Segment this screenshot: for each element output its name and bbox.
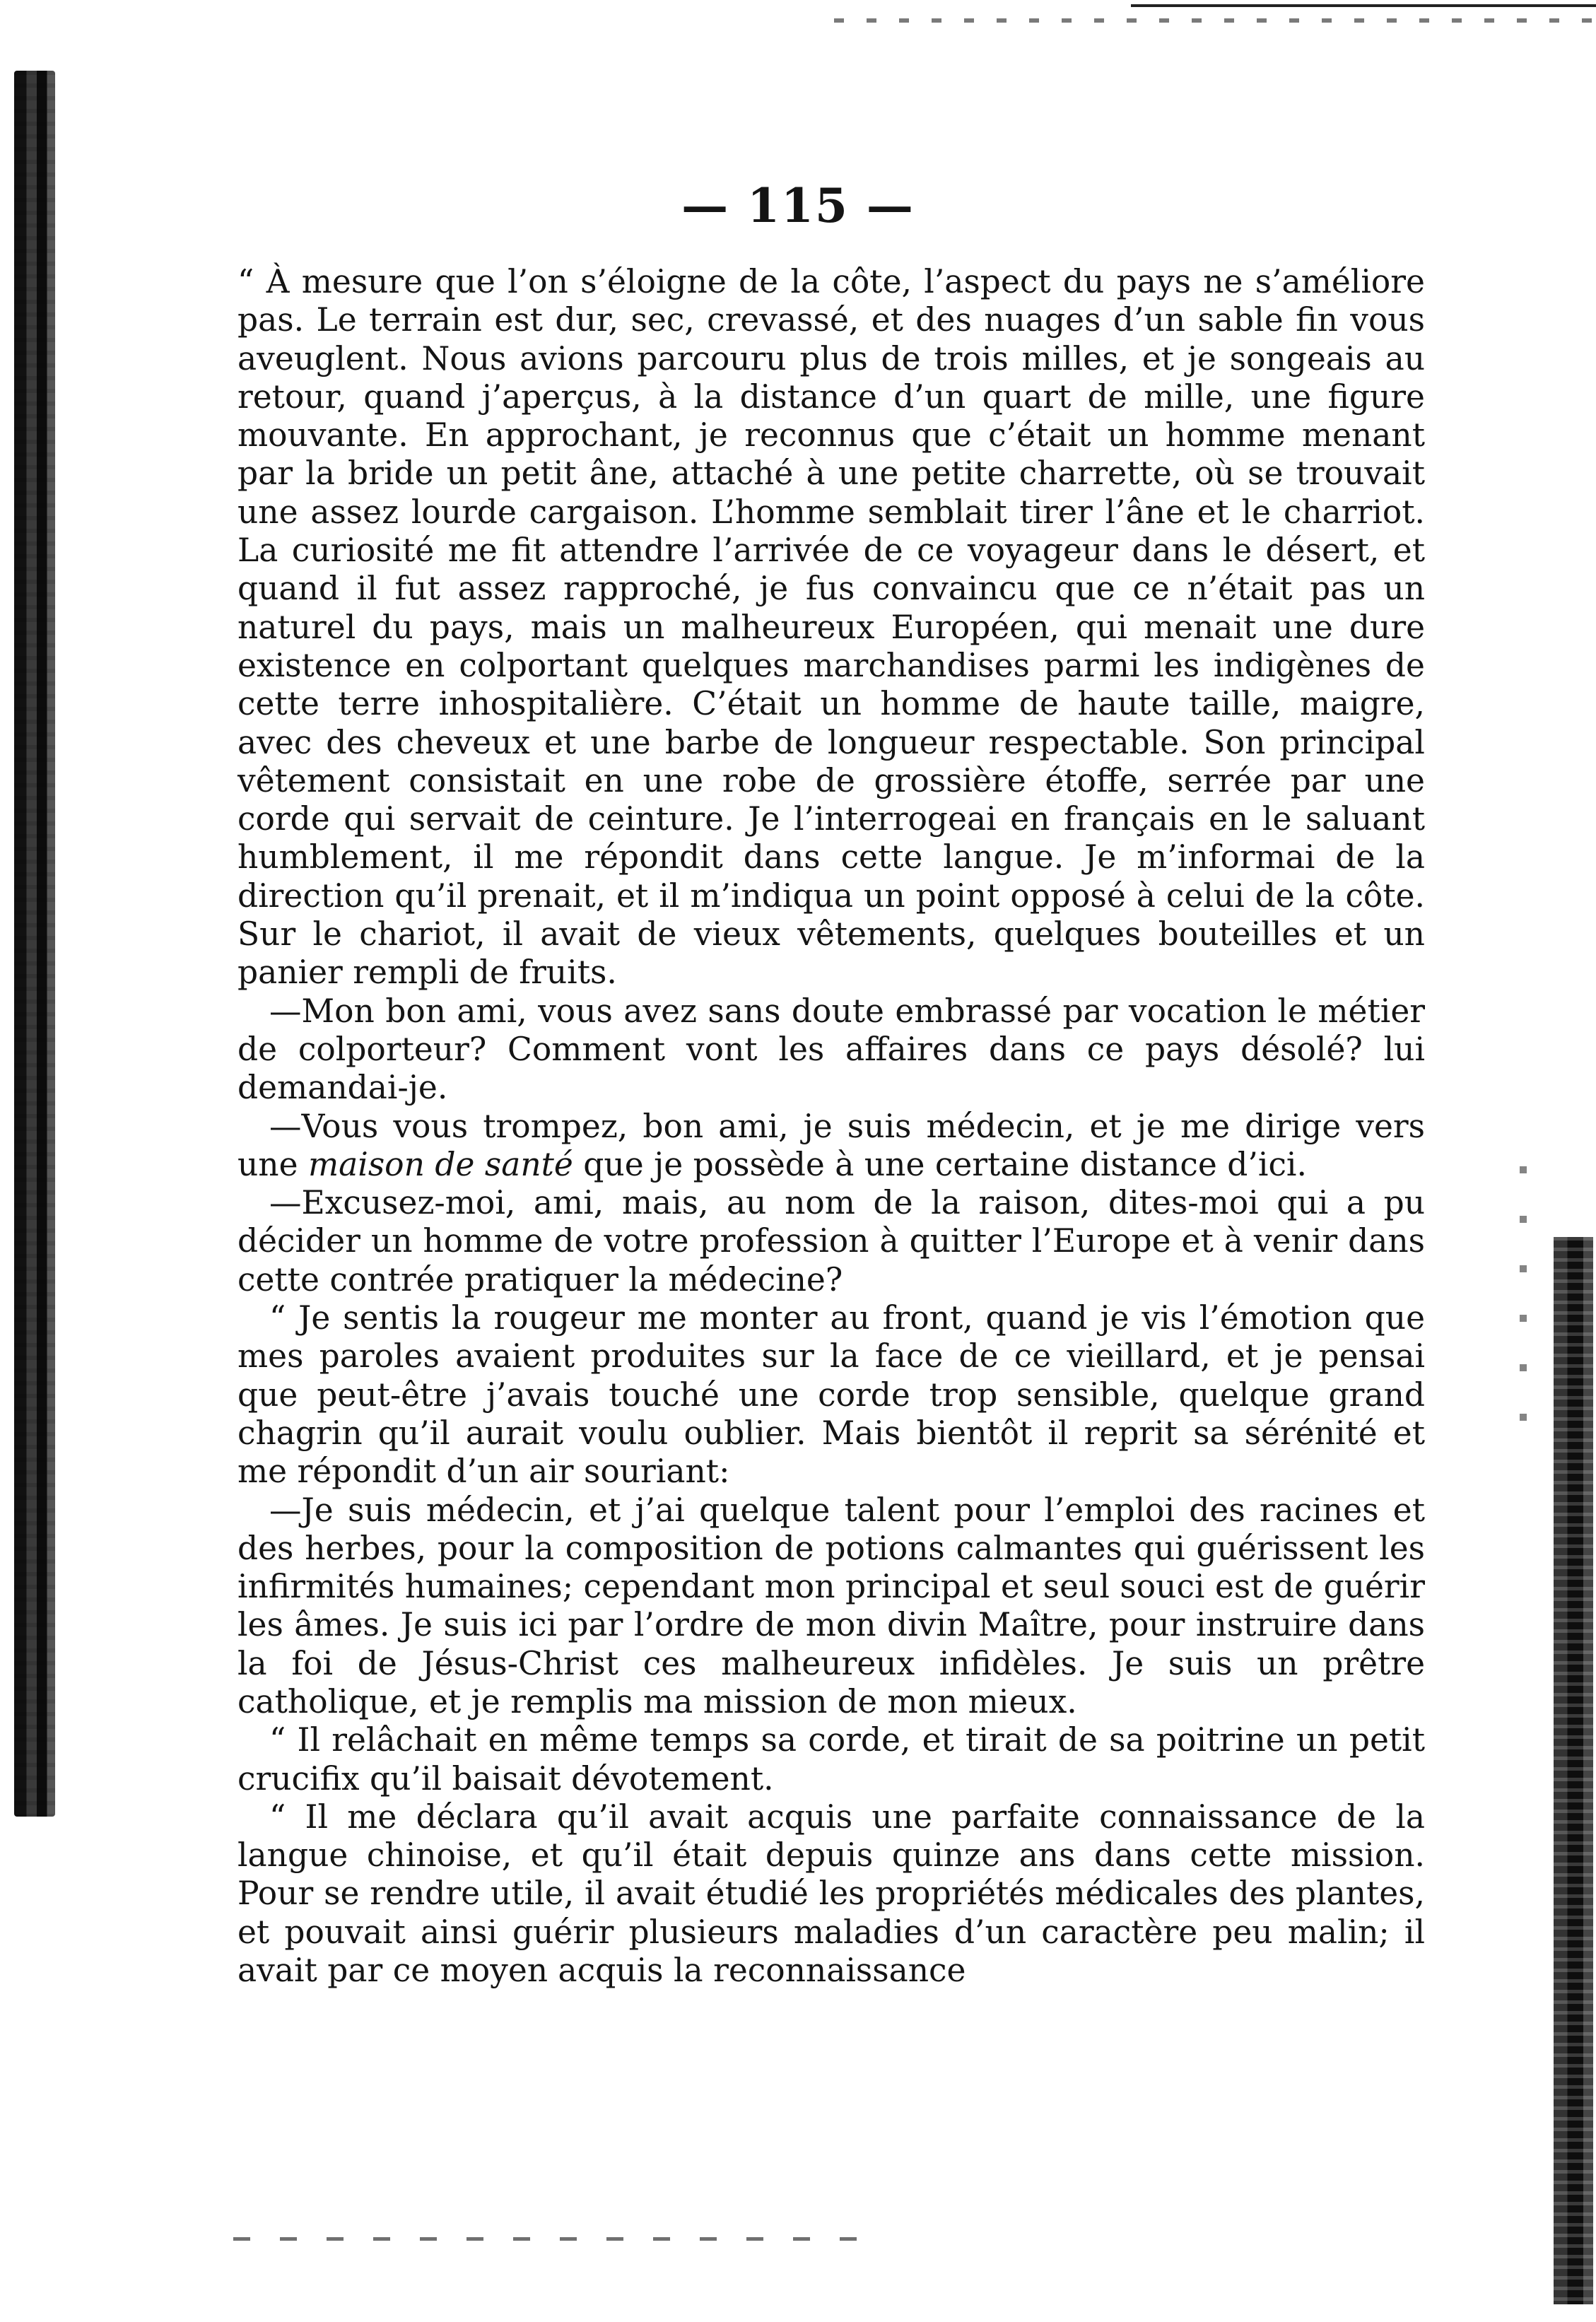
paragraph: “ Il relâchait en même temps sa corde, et tirait de sa poitrine un petit crucifix qu’il baisait dévotement.: [237, 1721, 1425, 1798]
paragraph: —Je suis médecin, et j’ai quelque talent pour l’emploi des racines et des herbes, pour la composition de potions calmantes qui guérissent les infirmités humaines; cependant mon principal et seul souci est de guérir les âmes. Je suis ici par l’ordre de mon divin Maître, pour instruire dans la foi de Jésus-Christ ces malheureux infidèles. Je suis un prêtre catholique, et je remplis ma mission de mon mieux.: [237, 1491, 1425, 1720]
scan-artifact-left-binding: [14, 71, 55, 1817]
paragraph: —Mon bon ami, vous avez sans doute embrassé par vocation le métier de colporteur? Comment vont les affaires dans ce pays désolé? lui demandai-je.: [237, 992, 1425, 1107]
scan-artifact-bottom-specks: [233, 2237, 869, 2241]
paragraph: “ Je sentis la rougeur me monter au front, quand je vis l’émotion que mes paroles avaient produites sur la face de ce vieillard, et je pensai que peut-être j’avais touché une corde trop sensible, quelque grand chagrin qu’il aurait voulu oublier. Mais bientôt il reprit sa sérénité et me répondit d’un air souriant:: [237, 1299, 1425, 1491]
scan-artifact-top-specks: [834, 18, 1596, 23]
paragraph-text: —Vous vous trompez, bon ami, je suis médecin, et je me dirige vers une: [237, 1107, 1425, 1183]
paragraph: “ À mesure que l’on s’éloigne de la côte, l’aspect du pays ne s’améliore pas. Le terrain est dur, sec, crevassé, et des nuages d’un sable fin vous aveuglent. Nous avions parcouru plus de trois milles, et je songeais au retour, quand j’aperçus, à la distance d’un quart de mille, une figure mouvante. En approchant, je reconnus que c’était un homme menant par la bride un petit âne, attaché à une petite charrette, où se trouvait une assez lourde cargaison. L’homme semblait tirer l’âne et le charriot. La curiosité me fit attendre l’arrivée de ce voyageur dans le désert, et quand il fut assez rapproché, je fus convaincu que ce n’était pas un naturel du pays, mais un malheureux Européen, qui menait une dure existence en colportant quelques marchandises parmi les indigènes de cette terre inhospitalière. C’était un homme de haute taille, maigre, avec des cheveux et une barbe de longueur respectable. Son principal vêtement consistait en une robe de grossière étoffe, serrée par une corde qui servait de ceinture. Je l’interrogeai en français en le saluant humblement, il me répondit dans cette langue. Je m’informai de la direction qu’il prenait, et il m’indiqua un point opposé à celui de la côte. Sur le chariot, il avait de vieux vêtements, quelques bouteilles et un panier rempli de fruits.: [237, 263, 1425, 992]
paragraph: —Excusez-moi, ami, mais, au nom de la raison, dites-moi qui a pu décider un homme de votre profession à quitter l’Europe et à venir dans cette contrée pratiquer la médecine?: [237, 1184, 1425, 1298]
paragraph-italic-text: maison de santé: [308, 1145, 573, 1183]
paragraph-text: que je possède à une certaine distance d’ici.: [573, 1145, 1307, 1183]
scan-artifact-right-specks: [1520, 1166, 1527, 1435]
paragraph: “ Il me déclara qu’il avait acquis une parfaite connaissance de la langue chinoise, et qu’il était depuis quinze ans dans cette mission. Pour se rendre utile, il avait étudié les propriétés médicales des plantes, et pouvait ainsi guérir plusieurs maladies d’un caractère peu malin; il avait par ce moyen acquis la reconnaissance: [237, 1798, 1425, 1990]
page-number: — 115 —: [681, 178, 915, 233]
paragraph: [237, 1108, 1425, 1185]
body-text: [237, 263, 1425, 1990]
scan-artifact-top-rule: [1131, 4, 1596, 7]
scan-artifact-right-binding: [1554, 1237, 1593, 2304]
